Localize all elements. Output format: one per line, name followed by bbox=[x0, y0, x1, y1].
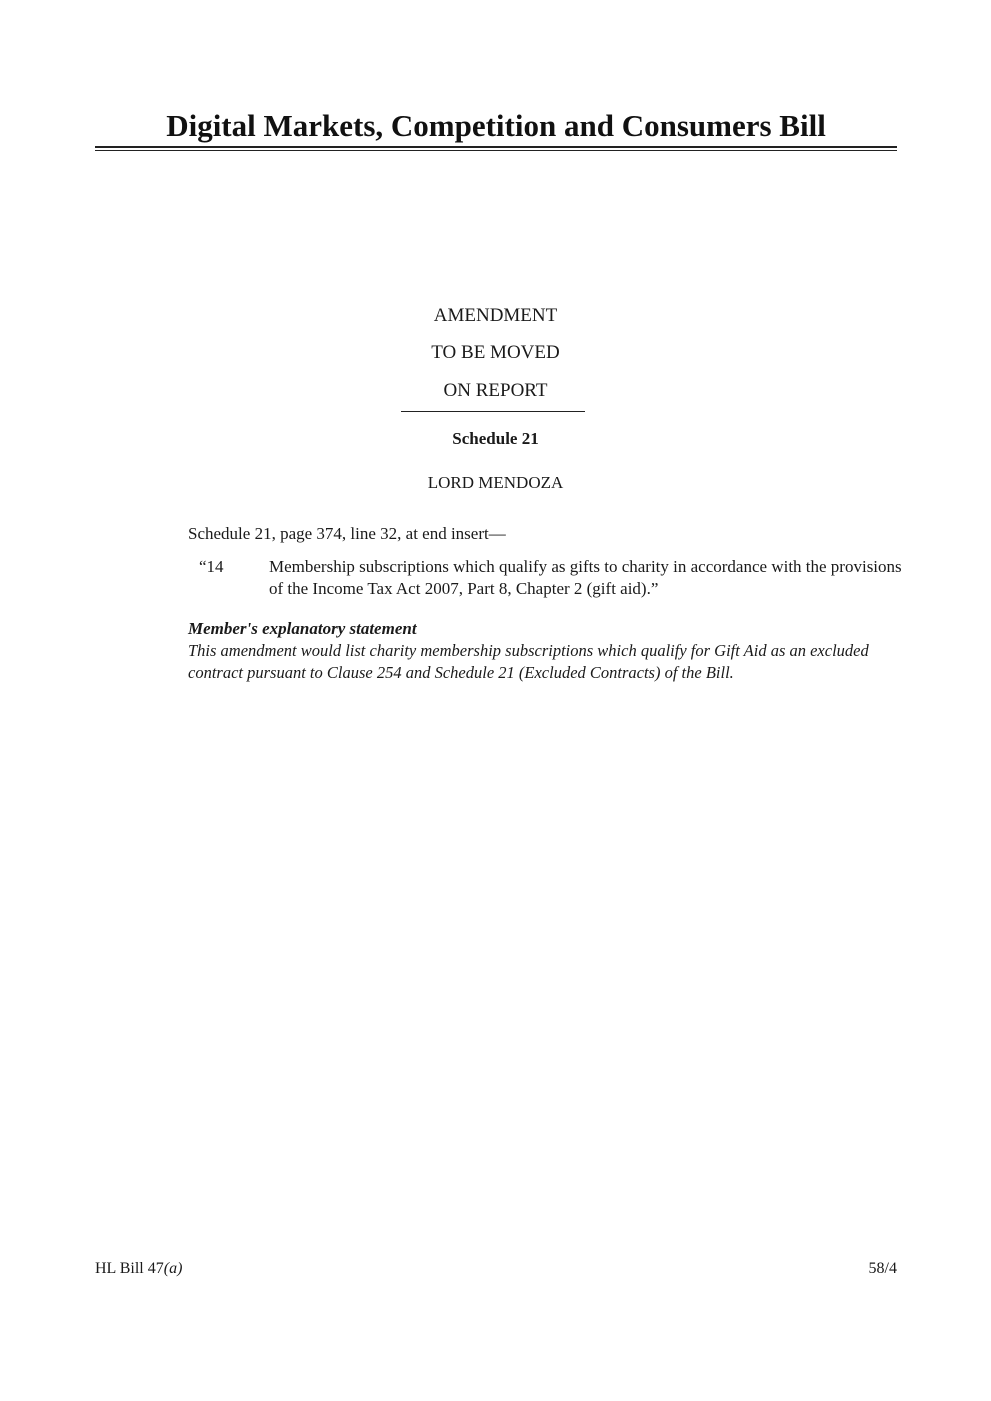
heading-rule bbox=[401, 411, 585, 412]
bill-reference-number: HL Bill 47 bbox=[95, 1260, 164, 1277]
inserted-paragraph-text: Membership subscriptions which qualify as gifts to charity in accordance with the provisions of the Income Tax Act 2007, Part 8, Chapter 2 (gift aid).” bbox=[269, 557, 902, 598]
heading-on-report: ON REPORT bbox=[443, 380, 548, 401]
bill-reference bbox=[95, 1258, 182, 1280]
explanatory-statement-text: This amendment would list charity membership subscriptions which qualify for Gift Aid as an excluded contract pursuant to Clause 254 and Schedule 21 (Excluded Contracts) of the Bill. bbox=[188, 641, 869, 682]
heading-amendment: AMENDMENT bbox=[433, 305, 558, 326]
bill-reference-suffix: (a) bbox=[163, 1260, 183, 1277]
title-rule bbox=[95, 146, 897, 151]
explanatory-statement-heading: Member's explanatory statement bbox=[188, 619, 417, 638]
inserted-paragraph-number: “14 bbox=[199, 557, 224, 576]
schedule-heading: Schedule 21 bbox=[452, 429, 539, 448]
bill-title: Digital Markets, Competition and Consumers Bill bbox=[166, 108, 826, 143]
member-name: LORD MENDOZA bbox=[427, 473, 564, 492]
page-reference: 58/4 bbox=[868, 1260, 897, 1277]
heading-to-be-moved: TO BE MOVED bbox=[431, 342, 560, 363]
amendment-instruction: Schedule 21, page 374, line 32, at end insert— bbox=[188, 524, 506, 543]
